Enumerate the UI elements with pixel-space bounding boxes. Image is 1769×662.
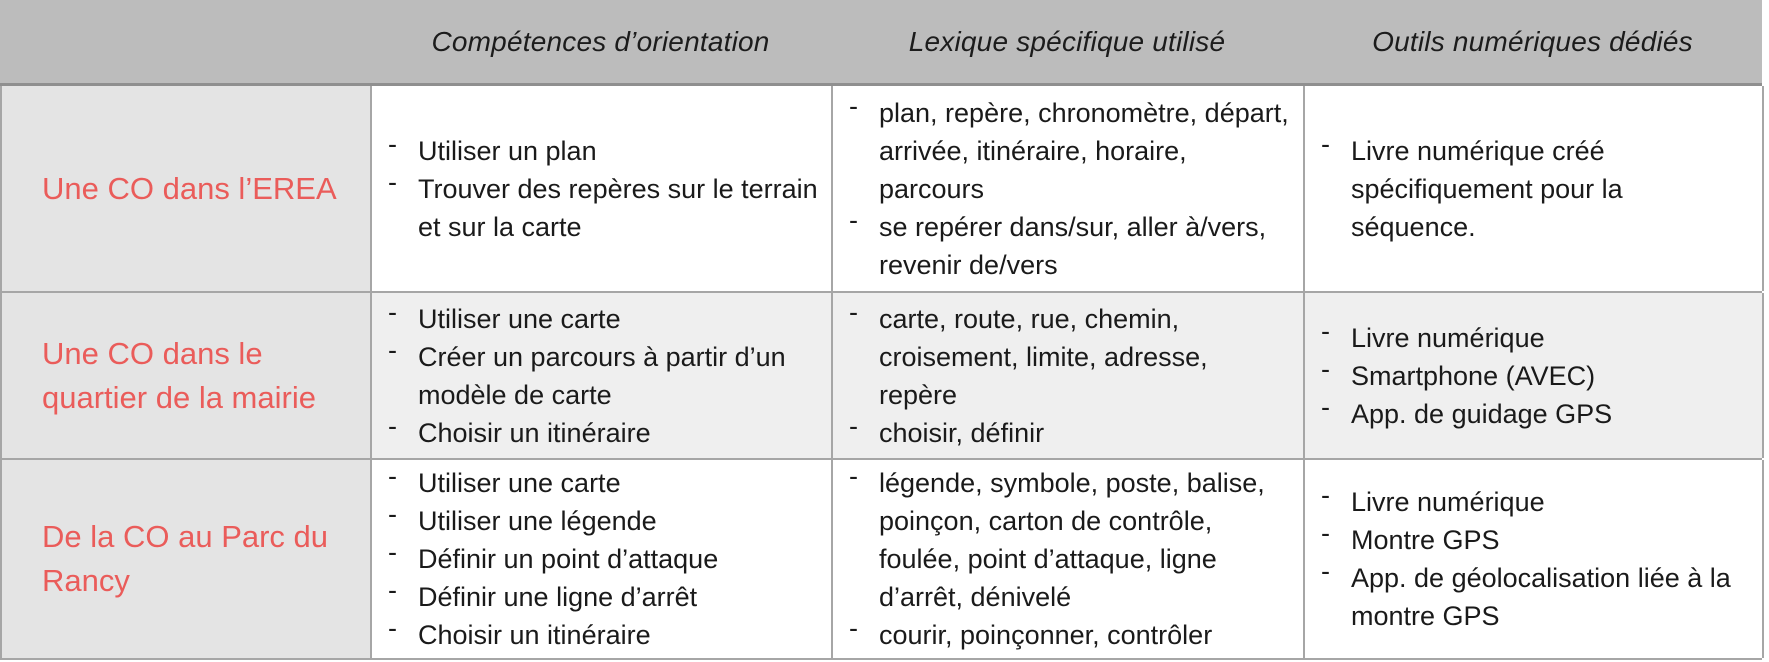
table-header-row [0,0,1762,86]
list-item-text: Définir un point d’attaque [418,544,719,574]
dash-bullet-icon: - [388,537,397,567]
dash-bullet-icon: - [388,128,397,159]
list-item-text: Utiliser une carte [418,303,621,334]
header-cell-competences: Compétences d’orientation [431,25,770,57]
list-item-text: Créer un parcours à partir d’un modèle de carte [418,341,786,410]
list-item [1305,518,1752,559]
list-item [372,537,821,578]
list-item-text: Définir une ligne d’arrêt [418,582,698,612]
dash-bullet-icon: - [388,575,397,605]
list-item-text: carte, route, rue, chemin, croisement, limite, adresse, repère [879,303,1208,410]
list-item-text: Livre numérique [1351,487,1545,517]
dash-bullet-icon: - [849,296,858,327]
list-item [1305,315,1752,357]
list-item [372,128,821,170]
dash-bullet-icon: - [849,90,858,121]
list-item-text: Livre numérique [1351,322,1545,353]
dash-bullet-icon: - [849,461,858,491]
list-item-text: Utiliser une carte [418,468,621,498]
table-row [0,293,1762,460]
list-item [372,334,821,414]
dash-bullet-icon: - [388,461,397,491]
outils-cell [1305,86,1764,291]
row-label: Une CO dans l’EREA [2,86,372,291]
list-item-text: se repérer dans/sur, aller à/vers, revenir de/vers [879,211,1267,280]
list-item [833,296,1293,414]
list-item-text: Choisir un itinéraire [418,620,651,650]
list-item [1305,391,1752,433]
list-item-text: Utiliser une légende [418,506,657,536]
list-item [372,613,821,654]
list-item-text: courir, poinçonner, contrôler [879,620,1213,650]
list-item [372,296,821,338]
table-row [0,460,1762,660]
list-item-text: Utiliser un plan [418,135,597,166]
lexique-cell [833,293,1305,458]
list-item [1305,556,1752,635]
list-item-text: plan, repère, chronomètre, départ, arrivée, itinéraire, horaire, parcours [879,97,1289,204]
lexique-cell [833,86,1305,291]
list-item-text: légende, symbole, poste, balise, poinçon, carton de contrôle, foulée, point d’attaque, ligne d’arrêt, dénivelé [879,468,1265,612]
list-item-text: Trouver des repères sur le terrain et sur la carte [418,173,818,242]
dash-bullet-icon: - [388,499,397,529]
dash-bullet-icon: - [1321,353,1330,384]
list-item-text: Montre GPS [1351,525,1500,555]
list-item [1305,128,1752,246]
list-item [372,166,821,246]
row-label: De la CO au Parc du Rancy [2,460,372,658]
list-item [372,575,821,616]
list-item [833,90,1293,208]
outils-cell [1305,460,1764,658]
list-item [833,461,1293,616]
header-cell-outils: Outils numériques dédiés [1372,25,1693,57]
list-item-text: choisir, définir [879,417,1045,448]
dash-bullet-icon: - [388,166,397,197]
dash-bullet-icon: - [388,410,397,441]
list-item [833,204,1293,284]
list-item [1305,353,1752,395]
list-item [372,410,821,452]
list-item-text: Choisir un itinéraire [418,417,651,448]
list-item-text: App. de guidage GPS [1351,398,1613,429]
list-item-text: Livre numérique créé spécifiquement pour la séquence. [1351,135,1623,242]
table-row [0,86,1762,293]
dash-bullet-icon: - [1321,480,1330,510]
competences-cell [372,460,833,658]
list-item [1305,480,1752,521]
list-item [372,461,821,502]
list-item [372,499,821,540]
row-label: Une CO dans le quartier de la mairie [2,293,372,458]
outils-cell [1305,293,1764,458]
dash-bullet-icon: - [1321,518,1330,548]
list-item-text: Smartphone (AVEC) [1351,360,1596,391]
dash-bullet-icon: - [388,296,397,327]
competences-cell [372,293,833,458]
dash-bullet-icon: - [849,613,858,643]
list-item [833,410,1293,452]
dash-bullet-icon: - [849,204,858,235]
lexique-cell [833,460,1305,658]
list-item [833,613,1293,654]
header-cell-empty [0,0,370,83]
dash-bullet-icon: - [1321,128,1330,159]
dash-bullet-icon: - [1321,315,1330,346]
dash-bullet-icon: - [388,613,397,643]
competences-cell [372,86,833,291]
dash-bullet-icon: - [849,410,858,441]
dash-bullet-icon: - [1321,391,1330,422]
dash-bullet-icon: - [388,334,397,365]
header-cell-lexique: Lexique spécifique utilisé [908,25,1226,57]
dash-bullet-icon: - [1321,556,1330,586]
list-item-text: App. de géolocalisation liée à la montre GPS [1351,563,1731,631]
